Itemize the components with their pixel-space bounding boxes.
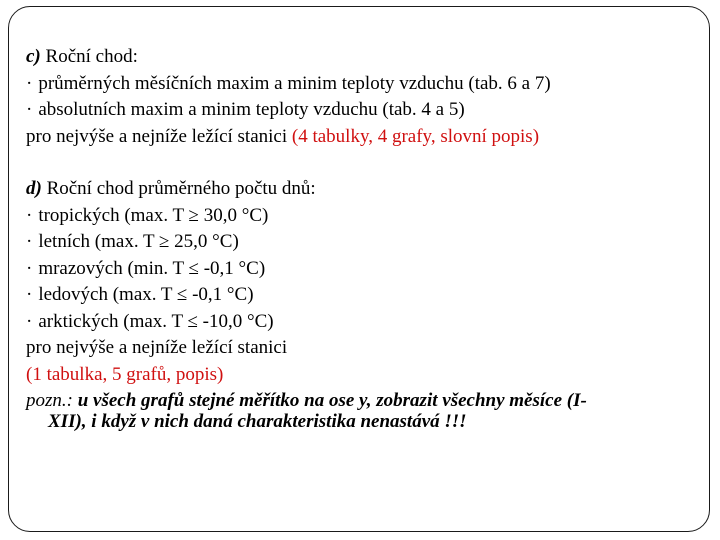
section-d-footer (26, 335, 696, 362)
section-d-bullet-3 (26, 256, 696, 283)
slide-content (26, 44, 696, 435)
note-line-2 (26, 409, 696, 436)
section-c-bullet-2 (26, 97, 696, 124)
bullet-text: tropických (max. T ≥ 30,0 °C) (38, 204, 269, 226)
section-c-title: Roční chod: (40, 46, 138, 67)
bullet-dot: · (26, 257, 33, 279)
note-text-1: u všech grafů stejné měřítko na ose y, zobrazit všechny měsíce (I- (77, 390, 587, 411)
bullet-dot: · (26, 72, 33, 94)
bullet-dot: · (26, 310, 33, 332)
note-text-2: XII), i když v nich daná charakteristika nenastává !!! (48, 410, 467, 432)
section-c-footer (26, 124, 696, 151)
section-c-heading (26, 44, 696, 71)
section-c-label: c) (26, 46, 41, 67)
note-prefix: pozn.: (26, 390, 78, 411)
section-d-title: Roční chod průměrného počtu dnů: (41, 178, 316, 199)
section-c-bullet-1 (26, 71, 696, 98)
bullet-dot: · (26, 204, 33, 226)
section-d-label: d) (26, 178, 42, 199)
bullet-dot: · (26, 99, 33, 120)
bullet-text: mrazových (min. T ≤ -0,1 °C) (38, 257, 266, 279)
bullet-text: letních (max. T ≥ 25,0 °C) (38, 231, 239, 252)
bullet-dot: · (26, 231, 33, 252)
section-d-bullet-1 (26, 203, 696, 230)
bullet-text: průměrných měsíčních maxim a minim teploty vzduchu (tab. 6 a 7) (38, 72, 551, 94)
section-d-heading (26, 176, 696, 203)
section-c-footer-red: (4 tabulky, 4 grafy, slovní popis) (291, 125, 540, 147)
section-d-bullet-5 (26, 309, 696, 336)
section-d-footer-text: pro nejvýše a nejníže ležící stanici (26, 337, 288, 358)
spacer (26, 150, 696, 176)
bullet-text: absolutních maxim a minim teploty vzduchu (tab. 4 a 5) (38, 99, 465, 120)
section-d-bullet-4 (26, 282, 696, 309)
section-d-bullet-2 (26, 229, 696, 256)
section-c-footer-text: pro nejvýše a nejníže ležící stanici (26, 125, 292, 147)
bullet-text: ledových (max. T ≤ -0,1 °C) (38, 284, 254, 305)
bullet-dot: · (26, 284, 33, 305)
bullet-text: arktických (max. T ≤ -10,0 °C) (38, 310, 274, 332)
section-d-footer-red: (1 tabulka, 5 grafů, popis) (26, 363, 224, 385)
